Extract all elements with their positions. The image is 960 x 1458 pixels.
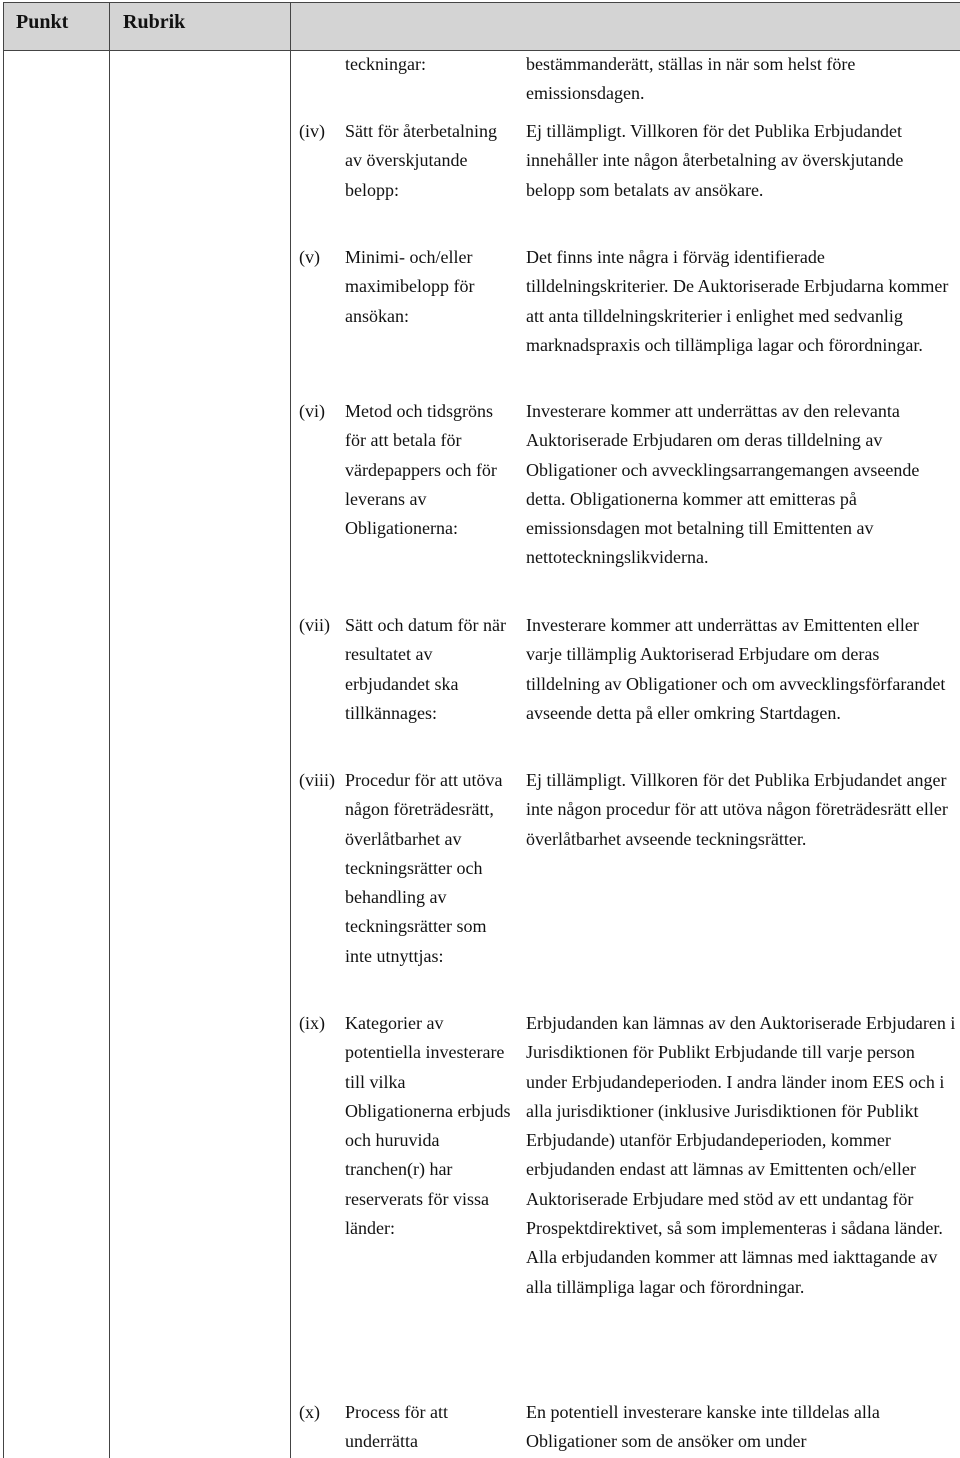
item-number: (ix)	[299, 1013, 325, 1033]
item-answer: En potentiell investerare kanske inte tilldelas alla Obligationer som de ansöker om under	[526, 1402, 880, 1452]
column-divider	[290, 2, 291, 1458]
item-number: (vii)	[299, 615, 330, 635]
item-label: Kategorier av potentiella investerare till vilka Obligationerna erbjuds och huruvida tranchen(r) har reserverats för vissa länder:	[345, 1013, 511, 1239]
item-answer: Ej tillämpligt. Villkoren för det Publika Erbjudandet innehåller inte någon återbetalning av överskjutande belopp som betalats av ansökare.	[526, 121, 904, 200]
item-number: (vi)	[299, 401, 325, 421]
item-answer: Det finns inte några i förväg identifierade tilldelningskriterier. De Auktoriserade Erbjudarna kommer att anta tilldelningskriterier i enlighet med sedvanlig marknadspraxis och tillämpliga lagar och förordningar.	[526, 247, 949, 355]
item-answer: Investerare kommer att underrättas av Emittenten eller varje tillämplig Auktoriserad Erbjudare om deras tilldelning av Obligationer och om avvecklingsförfarandet avseende detta på eller omkring Startdagen.	[526, 615, 946, 723]
item-label: Process för att underrätta	[345, 1402, 448, 1452]
item-answer: bestämmanderätt, ställas in när som helst före emissionsdagen.	[526, 54, 856, 104]
item-number: (x)	[299, 1402, 320, 1422]
item-answer: Erbjudanden kan lämnas av den Auktoriserade Erbjudaren i Jurisdiktionen för Publikt Erbjudande till varje person under Erbjudandeperioden. I andra länder inom EES och i alla jurisdiktioner (inklusive Jurisdiktionen för Publikt Erbjudande) utanför Erbjudandeperioden, kommer erbjudanden endast att lämnas av Emittenten och/eller Auktoriserade Erbjudare med stöd av ett undantag för Prospektdirektivet, så som implementeras i sådana länder. Alla erbjudanden kommer att lämnas med iakttagande av alla tillämpliga lagar och förordningar.	[526, 1013, 956, 1297]
header-rubrik: Rubrik	[123, 11, 186, 33]
column-divider	[109, 2, 110, 1458]
item-label: Minimi- och/eller maximibelopp för ansökan:	[345, 247, 475, 326]
table-header	[4, 2, 960, 51]
item-number: (v)	[299, 247, 320, 267]
item-label: teckningar:	[345, 54, 426, 74]
item-number: (viii)	[299, 770, 335, 790]
item-label: Procedur för att utöva någon företrädesrätt, överlåtbarhet av teckningsrätter och behandling av teckningsrätter som inte utnyttjas:	[345, 770, 503, 966]
item-answer: Investerare kommer att underrättas av den relevanta Auktoriserade Erbjudaren om deras tilldelning av Obligationer och avvecklingsarrangemangen avseende detta. Obligationerna kommer att emitteras på emissionsdagen mot betalning till Emittenten av nettoteckningslikviderna.	[526, 401, 920, 568]
item-label: Sätt för återbetalning av överskjutande belopp:	[345, 121, 497, 200]
item-number: (iv)	[299, 121, 325, 141]
item-label: Metod och tidsgröns för att betala för värdepappers och för leverans av Obligationerna:	[345, 401, 497, 539]
item-label: Sätt och datum för när resultatet av erbjudandet ska tillkännages:	[345, 615, 506, 723]
document-table	[3, 2, 960, 1458]
header-punkt: Punkt	[16, 11, 69, 33]
item-answer: Ej tillämpligt. Villkoren för det Publika Erbjudandet anger inte någon procedur för att utöva någon företrädesrätt eller överlåtbarhet avseende teckningsrätter.	[526, 770, 948, 849]
